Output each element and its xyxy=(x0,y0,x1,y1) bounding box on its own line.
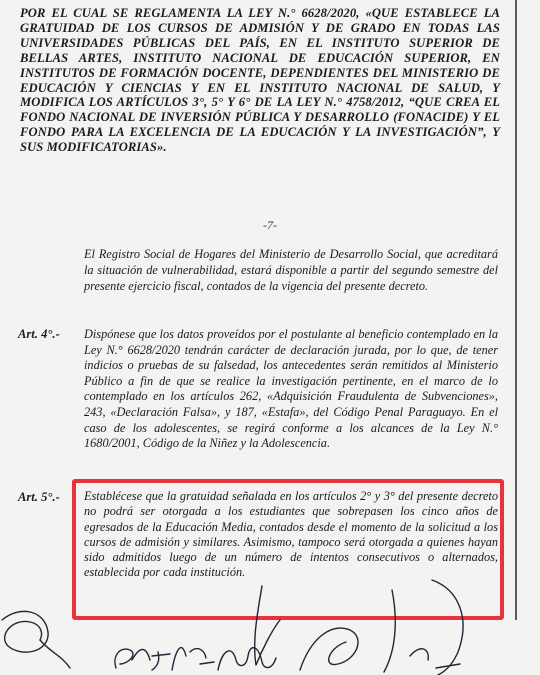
page-number: -7- xyxy=(263,218,277,232)
signature-stroke xyxy=(218,648,276,670)
article-4-label: Art. 4°.- xyxy=(18,327,60,341)
signature-stroke xyxy=(2,611,48,652)
article-4-text: Dispónese que los datos proveídos por el postulante al beneficio contemplado en la Ley N.° 6628/2020 tendrán carácter de declaración jurada, por lo que, de tener indicios o pruebas de su falsedad, los antecedentes serán remitidos al Ministerio Público a fin de que se realice la investigación pertinente, en el marco de lo contemplado en los artículos 262, «Adquisición Fraudulenta de Subvenciones», 243, «Declaración Falsa», y 187, «Estafa», del Código Penal Paraguayo. En el caso de los adolescentes, se regirá conforme a los alcances de la Ley N.° 1680/2001, Código de la Niñez y la Adolescencia. xyxy=(84,327,498,451)
signature-stroke xyxy=(172,648,214,670)
signature-stroke xyxy=(115,649,170,670)
signature-stroke xyxy=(300,628,358,670)
intro-paragraph: El Registro Social de Hogares del Ministerio de Desarrollo Social, que acreditará la situación de vulnerabilidad, estará disponible a partir del segundo semestre del presente ejercicio fiscal, contados de la vigencia del presente decreto. xyxy=(84,247,498,293)
decree-title: POR EL CUAL SE REGLAMENTA LA LEY N.° 6628/2020, «QUE ESTABLECE LA GRATUIDAD DE LOS CURSOS DE ADMISIÓN Y DE GRADO EN TODAS LAS UNIVERSIDADES PÚBLICAS DEL PAÍS, EN EL INSTITUTO SUPERIOR DE BELLAS ARTES, INSTITUTO NACIONAL DE EDUCACIÓN SUPERIOR, EN INSTITUTOS DE FORMACIÓN DOCENTE, DEPENDIENTES DEL MINISTERIO DE EDUCACIÓN Y CIENCIAS Y EN EL INSTITUTO NACIONAL DE SALUD, Y MODIFICA LOS ARTÍCULOS 3°, 5° Y 6° DE LA LEY N.° 4758/2012, “QUE CREA EL FONDO NACIONAL DE INVERSIÓN PÚBLICA Y DESARROLLO (FONACIDE) Y EL FONDO PARA LA EXCELENCIA DE LA EDUCACIÓN Y LA INVESTIGACIÓN”, Y SUS MODIFICATORIAS». xyxy=(20,6,500,155)
signature-stroke xyxy=(384,590,395,672)
signature-stroke xyxy=(432,580,463,675)
handwritten-signatures xyxy=(0,560,540,675)
signature-stroke xyxy=(410,649,460,668)
signature-stroke xyxy=(40,640,70,668)
margin-rule xyxy=(515,0,517,620)
article-5-text: Establécese que la gratuidad señalada en los artículos 2° y 3° del presente decreto no podrá ser otorgada a los estudiantes que sobrepasen los cinco años de egresados de la Educación Media, contados desde el momento de la solicitud a los cursos de admisión y similares. Asimismo, tampoco será otorgada a quienes hayan sido admitidos luego de un número de intentos consecutivos o alternados, establecida por cada institución. xyxy=(84,489,498,580)
article-5-label: Art. 5°.- xyxy=(18,490,60,504)
